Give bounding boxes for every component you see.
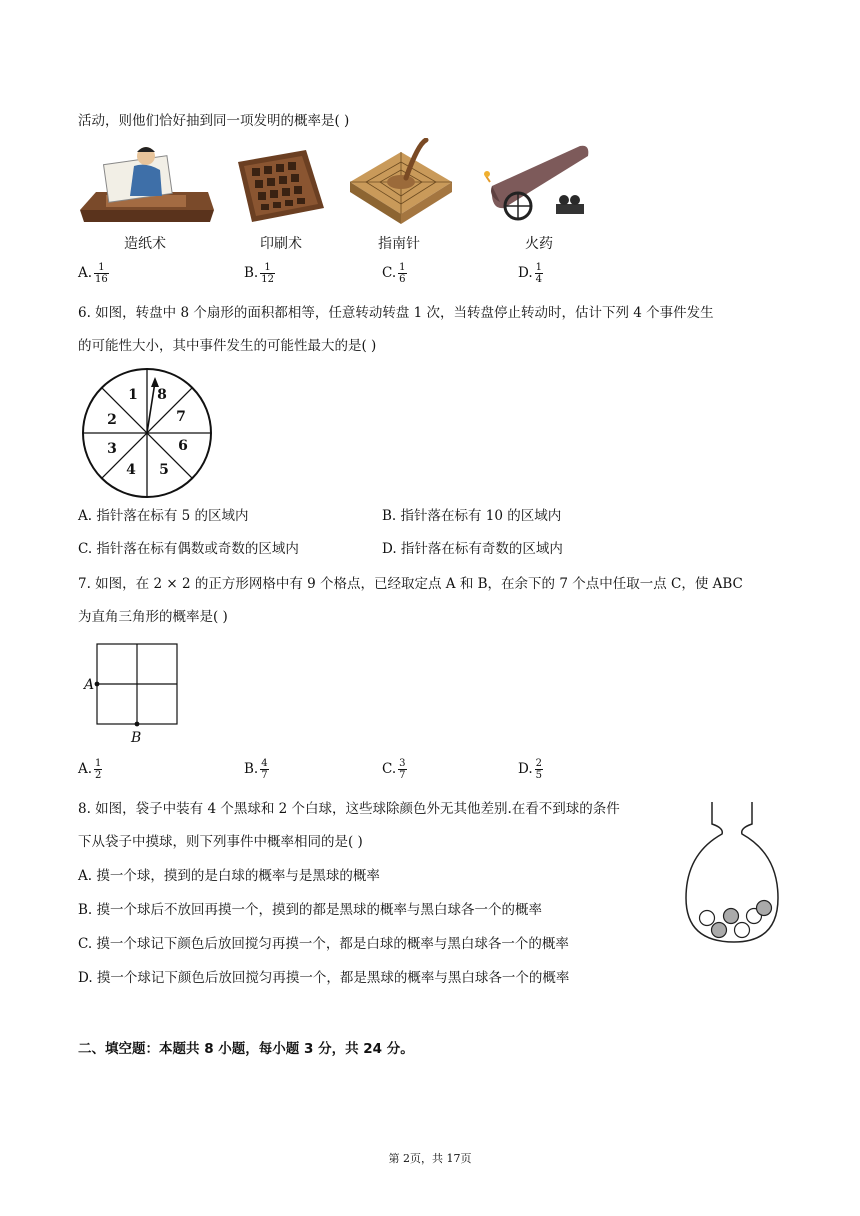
q8-option-c: C. 摸一个球记下颜色后放回搅匀再摸一个，都是白球的概率与黑白球各一个的概率 <box>78 936 569 952</box>
invention-caption-2: 印刷术 <box>260 236 302 252</box>
q5-option-a: A. $\frac{1}{16}$ <box>78 262 108 285</box>
ball-black <box>724 909 739 924</box>
q6-option-d: D. 指针落在标有奇数的区域内 <box>382 541 563 557</box>
sector-label-8: 8 <box>157 387 167 403</box>
invention-caption-1: 造纸术 <box>124 236 166 252</box>
point-b-label: B <box>131 730 142 746</box>
sector-label-5: 5 <box>159 462 169 478</box>
ball-black <box>757 901 772 916</box>
sector-label-1: 1 <box>128 387 138 403</box>
q7-option-b: B. $\frac{4}{7}$ <box>244 758 268 781</box>
q6-option-b: B. 指针落在标有 10 的区域内 <box>382 508 562 524</box>
q7-option-a: A. $\frac{1}{2}$ <box>78 758 102 781</box>
q8-option-b: B. 摸一个球后不放回再摸一个，摸到的都是黑球的概率与黑白球各一个的概率 <box>78 902 543 918</box>
page-footer: 第 2页，共 17页 <box>388 1152 472 1165</box>
q7-stem-line-1: 7. 如图，在 2 × 2 的正方形网格中有 9 个格点，已经取定点 A 和 B，在余下的 7 个点中任取一点 C，使 ABC <box>78 576 743 592</box>
compass-illustration <box>348 138 454 228</box>
q6-option-a: A. 指针落在标有 5 的区域内 <box>78 508 249 524</box>
sector-label-2: 2 <box>107 412 117 428</box>
sector-label-7: 7 <box>176 409 186 425</box>
point-a-label: A <box>84 677 95 693</box>
bag-of-balls-diagram <box>682 798 782 948</box>
printing-illustration <box>234 146 328 226</box>
ball-white <box>700 911 715 926</box>
q8-stem-line-2: 下从袋子中摸球，则下列事件中概率相同的是( ) <box>78 834 363 850</box>
sector-label-6: 6 <box>178 438 188 454</box>
sector-label-4: 4 <box>126 462 136 478</box>
q5-stem: 活动，则他们恰好抽到同一项发明的概率是( ) <box>78 113 350 129</box>
point-b-dot <box>135 722 140 727</box>
grid-diagram <box>78 638 184 746</box>
q7-stem-line-2: 为直角三角形的概率是( ) <box>78 609 228 625</box>
q8-stem-line-1: 8. 如图，袋子中装有 4 个黑球和 2 个白球，这些球除颜色外无其他差别.在看不到球的条件 <box>78 801 620 817</box>
sector-label-3: 3 <box>107 441 117 457</box>
q8-option-d: D. 摸一个球记下颜色后放回搅匀再摸一个，都是黑球的概率与黑白球各一个的概率 <box>78 970 570 986</box>
q5-option-b: B. $\frac{1}{12}$ <box>244 262 274 285</box>
q5-option-c: C. $\frac{1}{6}$ <box>382 262 406 285</box>
q8-option-a: A. 摸一个球，摸到的是白球的概率与是黑球的概率 <box>78 868 380 884</box>
q6-option-c: C. 指针落在标有偶数或奇数的区域内 <box>78 541 299 557</box>
papermaking-illustration <box>76 140 216 228</box>
invention-caption-4: 火药 <box>525 236 553 252</box>
gunpowder-cannon-illustration <box>484 136 594 228</box>
q5-option-d: D. $\frac{1}{4}$ <box>518 262 543 285</box>
invention-caption-3: 指南针 <box>378 236 420 252</box>
q7-option-d: D. $\frac{2}{5}$ <box>518 758 543 781</box>
ball-white <box>735 923 750 938</box>
q7-option-c: C. $\frac{3}{7}$ <box>382 758 406 781</box>
q6-stem-line-1: 6. 如图，转盘中 8 个扇形的面积都相等，任意转动转盘 1 次，当转盘停止转动时，估计下列 4 个事件发生 <box>78 305 714 321</box>
q6-stem-line-2: 的可能性大小，其中事件发生的可能性最大的是( ) <box>78 338 377 354</box>
point-a-dot <box>95 682 100 687</box>
ball-black <box>712 923 727 938</box>
spinner-diagram <box>80 366 214 500</box>
section-heading: 二、填空题：本题共 8 小题，每小题 3 分，共 24 分。 <box>78 1041 414 1057</box>
